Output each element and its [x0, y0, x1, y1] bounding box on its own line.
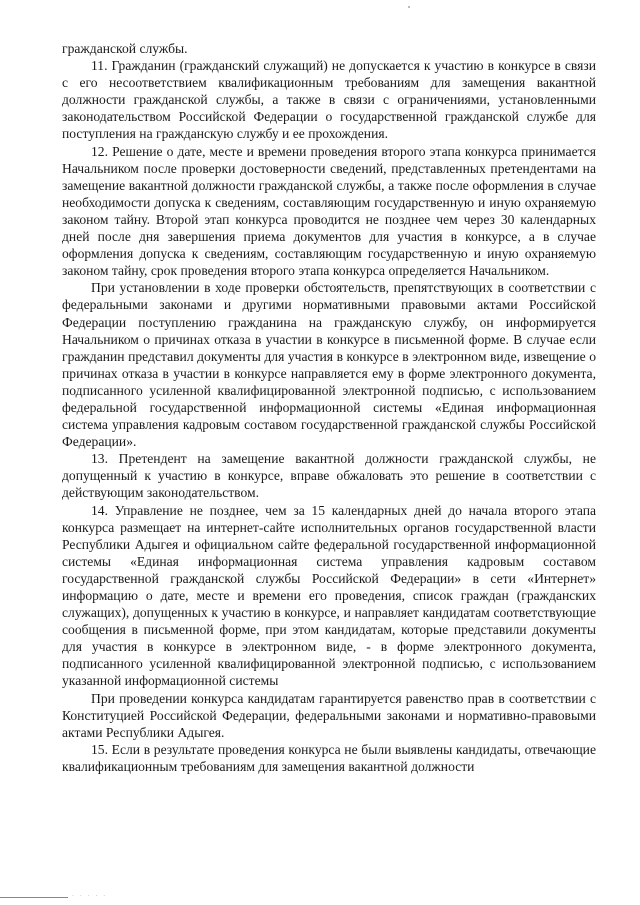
scan-artifact-dots: · · · · ·	[72, 893, 108, 900]
document-body	[62, 40, 596, 775]
paragraph-13: 13. Претендент на замещение вакантной должности гражданской службы, не допущенный к участию в конкурсе, вправе обжаловать это решение в соответствии с действующим законодательством.	[62, 451, 596, 501]
scan-artifact-line	[0, 897, 68, 898]
paragraph-11: 11. Гражданин (гражданский служащий) не допускается к участию в конкурсе в связи с его несоответствием квалификационным требованиям для замещения вакантной должности гражданской службы, а также в связи с ограничениями, установленными законодательством Российской Федерации о государственной гражданской службе для поступления на гражданскую службу и ее прохождения.	[62, 58, 596, 142]
scan-speck	[408, 6, 410, 8]
paragraph-14: 14. Управление не позднее, чем за 15 календарных дней до начала второго этапа конкурса размещает на интернет-сайте исполнительных органов государственной власти Республики Адыгея и официальном сайте федеральной государственной информационной системы «Единая информационная система управления кадровым составом государственной гражданской службы Российской Федерации» в сети «Интернет» информацию о дате, месте и времени его проведения, список граждан (гражданских служащих), допущенных к участию в конкурсе, и направляет кандидатам соответствующие сообщения в письменной форме, при этом кандидатам, которые представили документы для участия в конкурсе в электронном виде, - в форме электронного документа, подписанного усиленной квалифицированной электронной подписью, с использованием указанной информационной системы	[62, 502, 596, 689]
paragraph-12-refusal: При установлении в ходе проверки обстоятельств, препятствующих в соответствии с федеральными законами и другими нормативными правовыми актами Российской Федерации поступлению гражданина на гражданскую службу, он информируется Начальником о причинах отказа в участии в конкурсе в письменной форме. В случае если гражданин представил документы для участия в конкурсе в электронном виде, извещение о причинах отказа в участии в конкурсе направляется ему в форме электронного документа, подписанного усиленной квалифицированной электронной подписью, с использованием федеральной государственной информационной системы «Единая информационная система управления кадровым составом государственной гражданской службы Российской Федерации».	[62, 280, 596, 450]
paragraph-14-equality: При проведении конкурса кандидатам гарантируется равенство прав в соответствии с Конституцией Российской Федерации, федеральными законами и нормативно-правовыми актами Республики Адыгея.	[62, 690, 596, 740]
paragraph-15: 15. Если в результате проведения конкурса не были выявлены кандидаты, отвечающие квалификационным требованиям для замещения вакантной должности	[62, 741, 596, 774]
paragraph-12: 12. Решение о дате, месте и времени проведения второго этапа конкурса принимается Начальником после проверки достоверности сведений, представленных претендентами на замещение вакантной должности гражданской службы, а также после оформления в случае необходимости допуска к сведениям, составляющим государственную и иную охраняемую законом тайну. Второй этап конкурса проводится не позднее чем через 30 календарных дней после дня завершения приема документов для участия в конкурсе, а в случае оформления допуска к сведениям, составляющим государственную и иную охраняемую законом тайну, срок проведения второго этапа конкурса определяется Начальником.	[62, 143, 596, 279]
paragraph-continuation: гражданской службы.	[62, 41, 188, 56]
